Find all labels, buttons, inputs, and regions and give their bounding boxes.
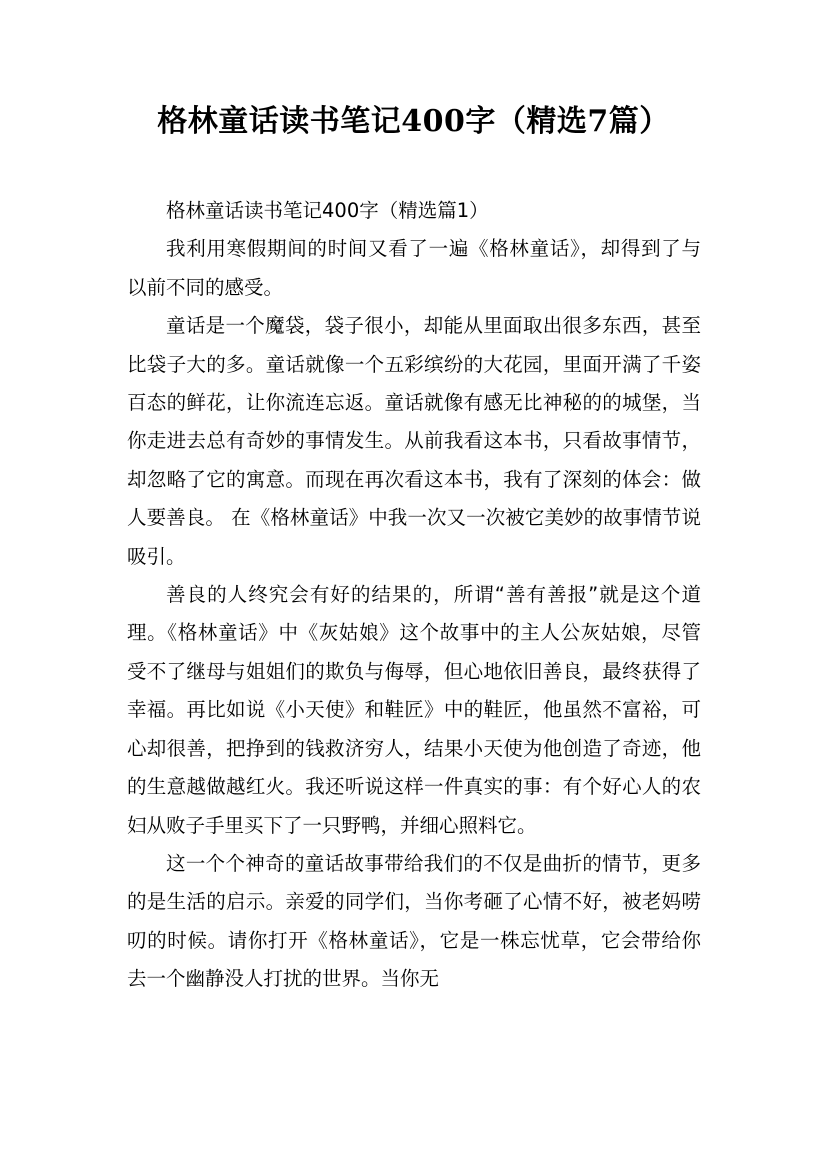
document-title: 格林童话读书笔记400字（精选7篇） [157, 104, 670, 139]
document-body [127, 192, 701, 999]
paragraph-2: 童话是一个魔袋，袋子很小，却能从里面取出很多东西，甚至比袋子大的多。童话就像一个五彩缤纷的大花园，里面开满了千姿百态的鲜花，让你流连忘返。童话就像有感无比神秘的的城堡，当你走进去总有奇妙的事情发生。从前我看这本书，只看故事情节，却忽略了它的寓意。而现在再次看这本书，我有了深刻的体会：做人要善良。 在《格林童话》中我一次又一次被它美妙的故事情节说吸引。 [127, 314, 701, 568]
paragraph-4: 这一个个神奇的童话故事带给我们的不仅是曲折的情节，更多的是生活的启示。亲爱的同学们，当你考砸了心情不好，被老妈唠叨的时候。请你打开《格林童话》，它是一株忘忧草，它会带给你去一个幽静没人打扰的世界。当你无 [127, 851, 701, 991]
section-heading: 格林童话读书笔记400字（精选篇1） [166, 199, 489, 222]
paragraph-1: 我利用寒假期间的时间又看了一遍《格林童话》，却得到了与以前不同的感受。 [127, 237, 701, 299]
paragraph-3: 善良的人终究会有好的结果的，所谓“善有善报”就是这个道理。《格林童话》中《灰姑娘》这个故事中的主人公灰姑娘，尽管受不了继母与姐姐们的欺负与侮辱，但心地依旧善良，最终获得了幸福。再比如说《小天使》和鞋匠》中的鞋匠，他虽然不富裕，可心却很善，把挣到的钱救济穷人，结果小天使为他创造了奇迹，他的生意越做越红火。我还听说这样一件真实的事：有个好心人的农妇从败子手里买下了一只野鸭，并细心照料它。 [127, 583, 701, 837]
